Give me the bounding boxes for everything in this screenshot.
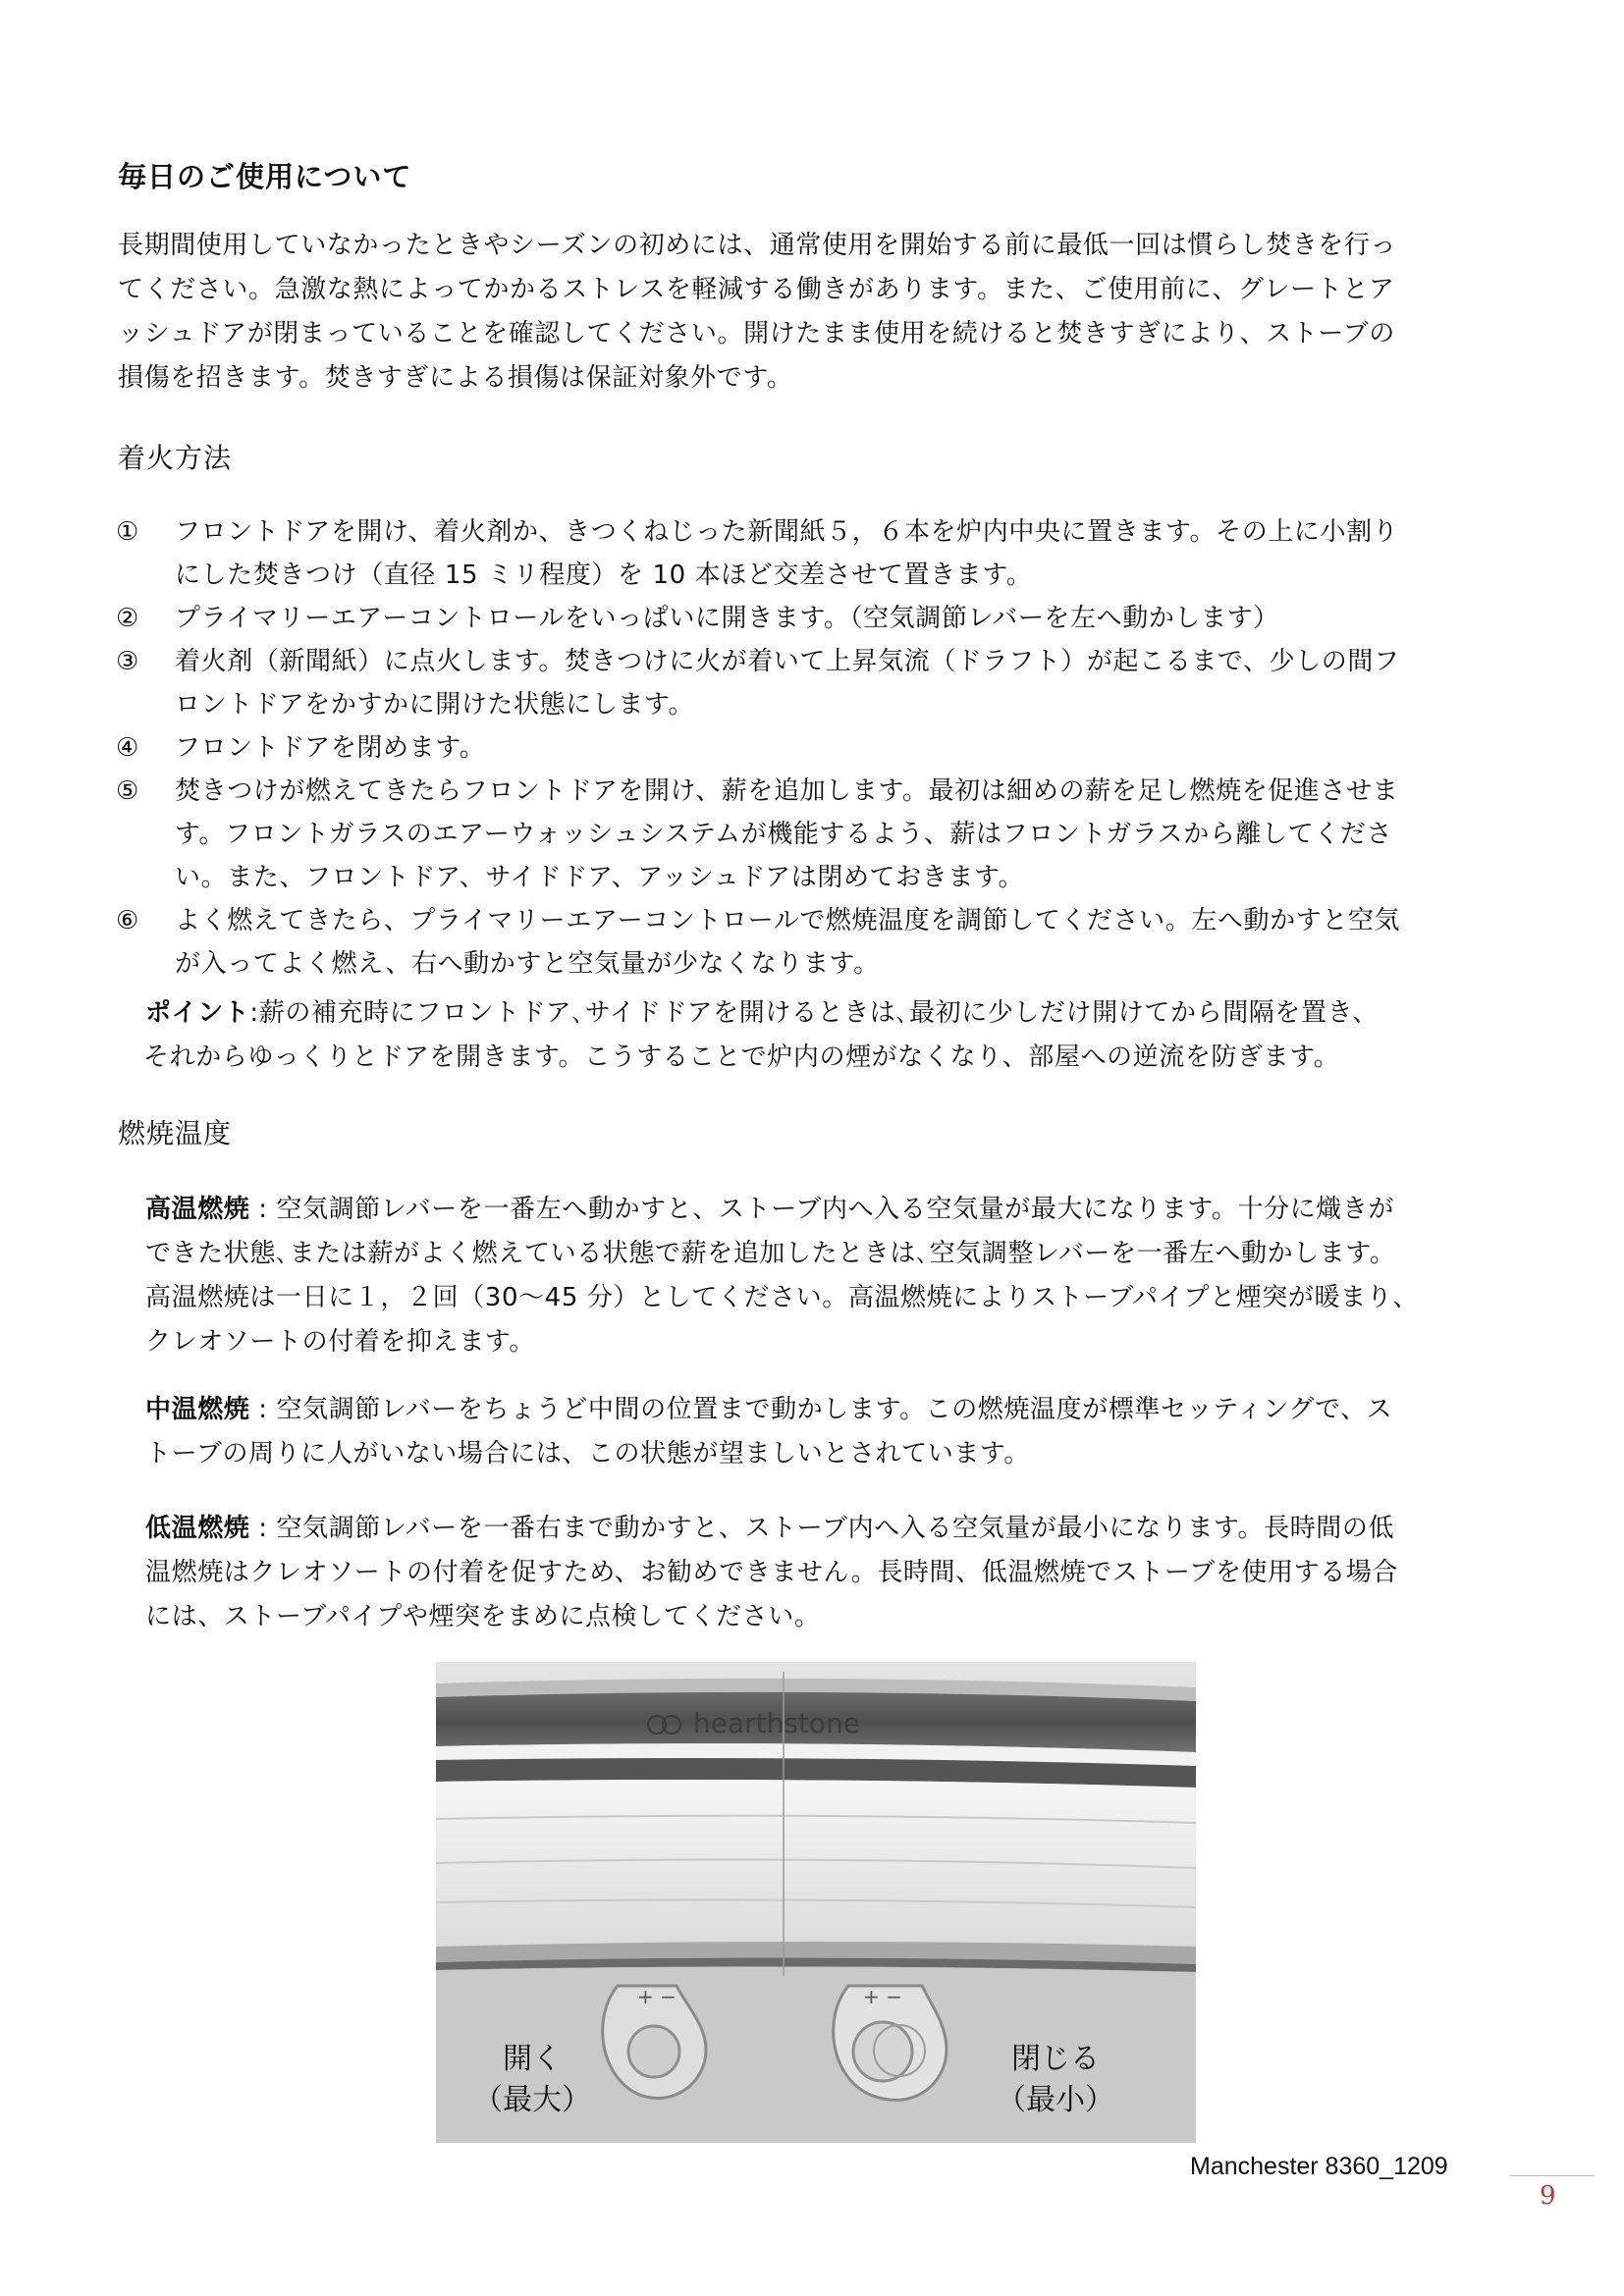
label-separator: :: [249, 1395, 277, 1424]
lever-marks-text: + −: [863, 1985, 902, 2008]
intro-line: ッシュドアが閉まっていることを確認してください。開けたまま使用を続けると焚きすぎにより、ストーブの: [118, 319, 1395, 348]
close-caption: [992, 2039, 1119, 2121]
mid-burn-text: 空気調節レバーをちょうど中間の位置まで動かします。この燃焼温度が標準セッティングで、ス: [276, 1395, 1393, 1424]
footer-model: Manchester 8360_1209: [1190, 2153, 1448, 2180]
ignition-heading: 着火方法: [118, 442, 233, 474]
section-heading: 毎日のご使用について: [118, 160, 412, 193]
stove-lever-photo: [436, 1662, 1196, 2143]
low-burn-text: には、ストーブパイプや煙突をまめに点検してください。: [145, 1602, 821, 1631]
step-text: よく燃えてきたら、プライマリーエアーコントロールで燃焼温度を調節してください。左へ動かすと空気: [175, 906, 1401, 935]
intro-line: 長期間使用していなかったときやシーズンの初めには、通常使用を開始する前に最低一回は慣らし焚きを行っ: [118, 231, 1397, 260]
high-burn-text: できた状態､または薪がよく燃えている状態で薪を追加したときは､空気調整レバーを一番左へ動かします。: [145, 1239, 1396, 1268]
step-text: 焚きつけが燃えてきたらフロントドアを開け、薪を追加します。最初は細めの薪を足し燃焼を促進させま: [175, 776, 1399, 806]
open-label: 開く: [503, 2042, 562, 2076]
low-burn-text: 温燃焼はクレオソートの付着を促すため、お勧めできません。長時間、低温燃焼でストーブを使用する場合: [145, 1558, 1399, 1587]
step-number: ②: [116, 604, 139, 633]
ignition-steps: [116, 510, 1520, 986]
high-burn-text: クレオソートの付着を抑えます。: [145, 1327, 535, 1357]
open-caption: [473, 2039, 591, 2121]
step-item: [116, 640, 1520, 726]
mid-burn-paragraph: [145, 1388, 1520, 1476]
step-number: ⑤: [116, 776, 139, 806]
step-text: 着火剤（新聞紙）に点火します。焚きつけに火が着いて上昇気流（ドラフト）が起こるまで、少しの間フ: [175, 647, 1400, 676]
intro-paragraph: [118, 224, 1512, 400]
footer-divider: [1510, 2175, 1595, 2176]
step-item: [116, 597, 1520, 640]
high-burn-label: 高温燃焼: [145, 1195, 250, 1224]
step-number: ①: [116, 517, 139, 547]
step-text: い。また、フロントドア、サイドドア、アッシュドアは閉めておきます。: [175, 863, 1025, 892]
point-text: 薪の補充時にフロントドア､サイドドアを開けるときは､最初に少しだけ開けてから間隔を置き、: [258, 998, 1379, 1028]
point-label: ポイント: [145, 998, 250, 1028]
low-burn-paragraph: [145, 1507, 1520, 1639]
lever-marks-text: + −: [637, 1985, 677, 2008]
low-burn-label: 低温燃焼: [145, 1514, 250, 1543]
close-label: 閉じる: [1011, 2042, 1100, 2076]
high-burn-text: 空気調節レバーを一番左へ動かすと、ストーブ内へ入る空気量が最大になります。十分に熾きが: [276, 1195, 1395, 1224]
point-note: [145, 991, 1520, 1080]
step-number: ⑥: [116, 906, 139, 935]
page-number: 9: [1540, 2181, 1556, 2211]
intro-line: 損傷を招きます。焚きすぎによる損傷は保証対象外です。: [118, 363, 793, 393]
point-text: それからゆっくりとドアを開きます。こうすることで炉内の煙がなくなり、部屋への逆流を防ぎます。: [143, 1042, 1340, 1072]
step-number: ④: [116, 733, 139, 763]
step-text: が入ってよく燃え、右へ動かすと空気量が少なくなります。: [175, 949, 880, 979]
step-item: [116, 726, 1520, 770]
step-text: にした焚きつけ（直径 15 ミリ程度）を 10 本ほど交差させて置きます。: [175, 561, 1033, 590]
step-item: [116, 510, 1520, 597]
step-text: フロントドアを閉めます。: [175, 733, 486, 763]
step-item: [116, 899, 1520, 986]
brand-text: hearthstone: [693, 1707, 861, 1739]
high-burn-text: 高温燃焼は一日に１，２回（30～45 分）としてください。高温燃焼によりストーブパイプと煙突が暖まり、: [145, 1283, 1419, 1312]
mid-burn-text: トーブの周りに人がいない場合には、この状態が望ましいとされています。: [145, 1439, 1031, 1468]
intro-line: てください。急激な熱によってかかるストレスを軽減する働きがあります。また、ご使用前に、グレートとア: [118, 275, 1395, 304]
high-burn-paragraph: [145, 1188, 1520, 1364]
step-text: プライマリーエアーコントロールをいっぱいに開きます。（空気調節レバーを左へ動かします）: [175, 604, 1279, 633]
open-sub-label: （最大）: [473, 2083, 591, 2117]
mid-burn-label: 中温燃焼: [145, 1395, 250, 1424]
step-number: ③: [116, 647, 139, 676]
point-line: [145, 991, 1520, 1036]
label-separator: :: [249, 1514, 277, 1543]
step-item: [116, 770, 1520, 899]
step-text: フロントドアを開け、着火剤か、きつくねじった新聞紙５，６本を炉内中央に置きます。その上に小割り: [175, 517, 1399, 547]
step-text: す。フロントガラスのエアーウォッシュシステムが機能するよう、薪はフロントガラスから離してくださ: [175, 820, 1393, 849]
point-separator: :: [249, 998, 259, 1028]
step-text: ロントドアをかすかに開けた状態にします。: [175, 690, 695, 720]
close-sub-label: （最小）: [997, 2083, 1114, 2117]
combustion-heading: 燃焼温度: [118, 1117, 233, 1149]
low-burn-text: 空気調節レバーを一番右まで動かすと、ストーブ内へ入る空気量が最小になります。長時間の低: [276, 1514, 1395, 1543]
label-separator: :: [249, 1195, 277, 1224]
